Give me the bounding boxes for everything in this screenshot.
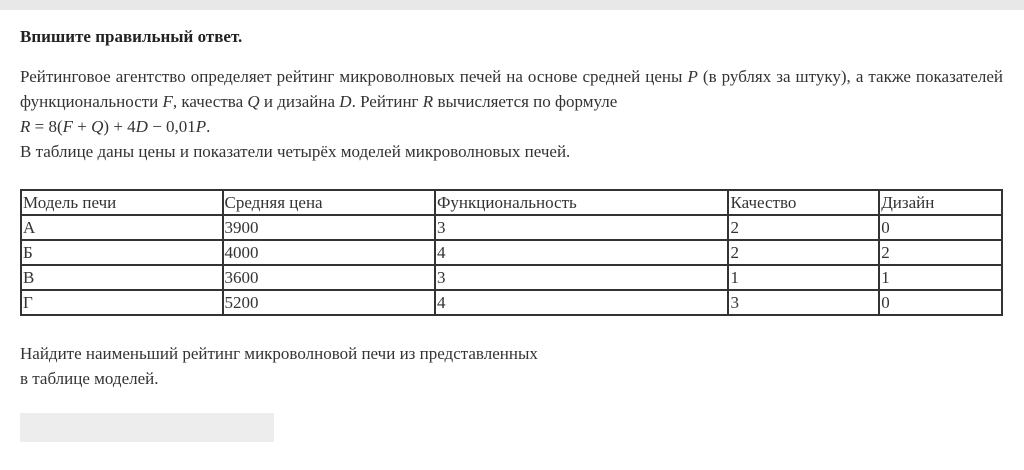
cell-functionality: 4 (435, 240, 728, 265)
cell-price: 3900 (223, 215, 435, 240)
formula-f: F (62, 117, 74, 136)
table-header-row (21, 190, 1002, 215)
header-quality: Качество (728, 190, 879, 215)
task-content (20, 24, 1003, 391)
header-design: Дизайн (879, 190, 1002, 215)
formula-mid: ) + 4 (103, 117, 136, 136)
formula-plus: + (73, 117, 92, 136)
rating-formula (20, 114, 1003, 139)
cell-quality: 2 (728, 215, 879, 240)
table-intro: В таблице даны цены и показатели четырёх моделей микроволновых печей. (20, 142, 571, 161)
top-bar (0, 0, 1024, 10)
cell-functionality: 4 (435, 290, 728, 315)
cell-model: В (21, 265, 223, 290)
formula-minus: − 0,01 (147, 117, 196, 136)
formula-end: . (206, 117, 211, 136)
formula-r: R (20, 117, 31, 136)
table-row (21, 240, 1002, 265)
cell-design: 2 (879, 240, 1002, 265)
cell-functionality: 3 (435, 265, 728, 290)
intro-text-1: Рейтинговое агентство определяет рейтинг микроволновых печей на основе средней цены (20, 67, 688, 86)
cell-functionality: 3 (435, 215, 728, 240)
formula-d: D (135, 117, 148, 136)
question-text (20, 341, 1003, 391)
var-q: Q (247, 92, 260, 111)
intro-text-6: вычисляется по формуле (433, 92, 618, 111)
header-model: Модель печи (21, 190, 223, 215)
cell-price: 3600 (223, 265, 435, 290)
intro-text-4: и дизайна (259, 92, 340, 111)
cell-model: А (21, 215, 223, 240)
intro-text-3: , качества (172, 92, 248, 111)
table-row (21, 215, 1002, 240)
models-table (20, 189, 1003, 316)
task-description (20, 64, 1003, 114)
formula-q: Q (91, 117, 104, 136)
var-p: P (687, 67, 698, 86)
intro-text-2: (в рублях за штуку), а также показателей функциональности (20, 67, 1004, 111)
formula-eq: = 8( (30, 117, 63, 136)
cell-price: 5200 (223, 290, 435, 315)
var-f: F (162, 92, 173, 111)
cell-quality: 3 (728, 290, 879, 315)
table-row (21, 265, 1002, 290)
question-line-1: Найдите наименьший рейтинг микроволновой печи из представленных (20, 344, 538, 363)
formula-p: P (195, 117, 207, 136)
cell-price: 4000 (223, 240, 435, 265)
cell-quality: 2 (728, 240, 879, 265)
cell-design: 0 (879, 290, 1002, 315)
task-instruction: Впишите правильный ответ. (20, 27, 243, 46)
table-row (21, 290, 1002, 315)
intro-text-5: . Рейтинг (351, 92, 423, 111)
header-price: Средняя цена (223, 190, 435, 215)
cell-model: Г (21, 290, 223, 315)
cell-model: Б (21, 240, 223, 265)
var-d: D (339, 92, 352, 111)
cell-design: 0 (879, 215, 1002, 240)
header-functionality: Функциональность (435, 190, 728, 215)
cell-quality: 1 (728, 265, 879, 290)
question-line-2: в таблице моделей. (20, 369, 159, 388)
answer-input[interactable] (20, 413, 274, 442)
var-r: R (422, 92, 434, 111)
cell-design: 1 (879, 265, 1002, 290)
